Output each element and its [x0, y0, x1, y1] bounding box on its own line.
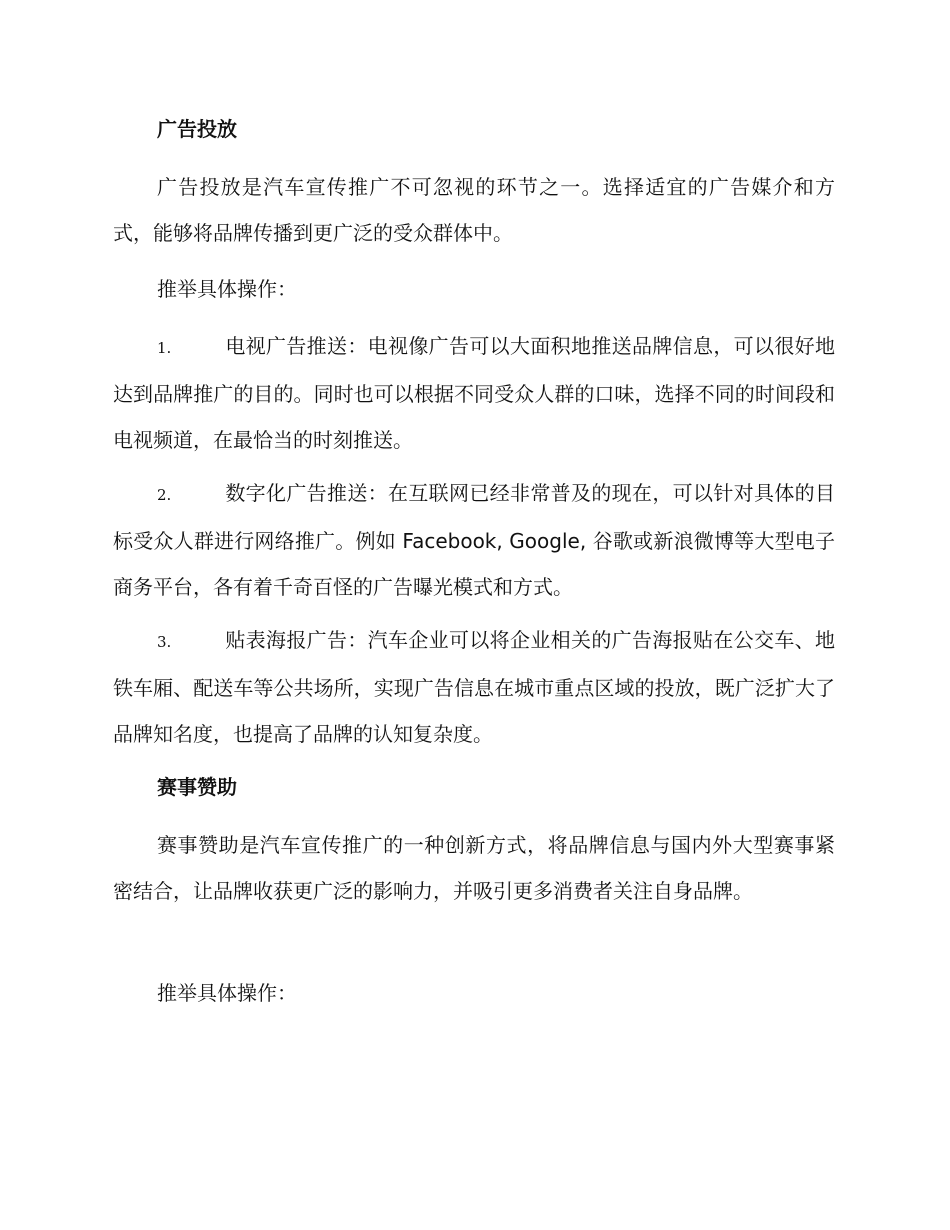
list-item-text: 电视广告推送：电视像广告可以大面积地推送品牌信息，可以很好地达到品牌推广的目的。同时也可以根据不同受众人群的口味，选择不同的时间段和电视频道，在最恰当的时刻推送。 [113, 334, 835, 452]
section-heading-ad-placement: 广告投放 [157, 117, 237, 141]
ops-label-event-sponsorship: 推举具体操作： [157, 981, 297, 1005]
list-item-number: 2. [157, 486, 172, 504]
list-item-1 [113, 323, 835, 463]
list-item-number: 3. [157, 633, 172, 651]
section-intro-ad-placement: 广告投放是汽车宣传推广不可忽视的环节之一。选择适宜的广告媒介和方式，能够将品牌传播到更广泛的受众群体中。 [113, 175, 835, 245]
section-intro-event-sponsorship: 赛事赞助是汽车宣传推广的一种创新方式，将品牌信息与国内外大型赛事紧密结合，让品牌收获更广泛的影响力，并吸引更多消费者关注自身品牌。 [113, 833, 835, 903]
list-item-text: 数字化广告推送：在互联网已经非常普及的现在，可以针对具体的目标受众人群进行网络推广。例如 Facebook, Google, 谷歌或新浪微博等大型电子商务平台，各有着千奇百怪的广告曝光模式和方式。 [113, 481, 835, 599]
section-heading-event-sponsorship: 赛事赞助 [157, 775, 237, 799]
list-item-3 [113, 617, 835, 757]
list-item-text: 贴表海报广告：汽车企业可以将企业相关的广告海报贴在公交车、地铁车厢、配送车等公共场所，实现广告信息在城市重点区域的投放，既广泛扩大了品牌知名度，也提高了品牌的认知复杂度。 [113, 628, 835, 746]
ops-label-ad-placement: 推举具体操作： [157, 277, 297, 301]
list-item-2 [113, 470, 835, 610]
list-item-number: 1. [157, 339, 172, 357]
